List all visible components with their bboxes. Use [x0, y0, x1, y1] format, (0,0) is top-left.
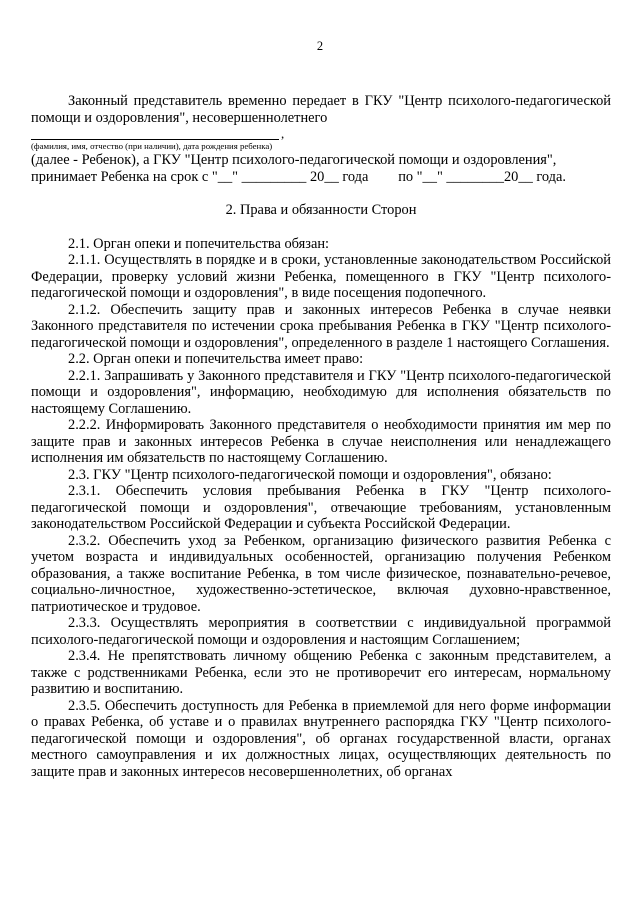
- term-to: по "__" ________20__ года.: [398, 168, 566, 185]
- clause-2-3: 2.3. ГКУ "Центр психолого-педагогической помощи и оздоровления", обязано:: [68, 466, 552, 483]
- document-body: [31, 93, 611, 780]
- term-line: [31, 169, 566, 186]
- clause-2-2-1: 2.2.1. Запрашивать у Законного представителя и ГКУ "Центр психолого-педагогической помощи и оздоровления", информацию, необходимую для исполнения обязательств по настоящему Соглашению.: [31, 367, 611, 417]
- clause-2-1: 2.1. Орган опеки и попечительства обязан:: [68, 235, 330, 252]
- fill-line-comma: ,: [281, 126, 285, 141]
- intro-paragraph: Законный представитель временно передает в ГКУ "Центр психолого-педагогической помощи и оздоровления", несовершеннолетнего: [31, 93, 611, 126]
- clause-2-3-4: 2.3.4. Не препятствовать личному общению Ребенка с законным представителем, а также с родственниками Ребенка, если это не противоречит его интересам, нормальному развитию и воспитанию.: [31, 648, 611, 697]
- clause-2-2: 2.2. Орган опеки и попечительства имеет право:: [68, 351, 364, 367]
- clause-2-2-2: 2.2.2. Информировать Законного представителя о необходимости принятия им мер по защите прав и законных интересов Ребенка в случае неисполнения или ненадлежащего исполнения им обязательств по настоящему Соглашению.: [31, 417, 611, 466]
- clause-2-3-3: 2.3.3. Осуществлять мероприятия в соответствии с индивидуальной программой психолого-педагогической помощи и оздоровления и настоящим Соглашением;: [31, 615, 611, 648]
- clause-2-3-2: 2.3.2. Обеспечить уход за Ребенком, организацию физического развития Ребенка с учетом возраста и индивидуальных особенностей, организацию получения Ребенком образования, а также воспитание Ребенка, в том числе физическое, познавательно-речевое, социально-личностное, художественно-эстетическое, включая духовно-нравственное, патриотическое и трудовое.: [31, 532, 611, 615]
- term-from: принимает Ребенка на срок с "__" _________ 20__ года: [31, 168, 369, 185]
- blank-underline: [31, 139, 279, 140]
- clause-2-1-1: 2.1.1. Осуществлять в порядке и в сроки, установленные законодательством Российской Федерации, проверку условий жизни Ребенка, помещенного в ГКУ "Центр психолого-педагогической помощи и оздоровления", в виде посещения подопечного.: [31, 252, 611, 301]
- clause-list: [31, 236, 611, 781]
- section-title: 2. Права и обязанности Сторон: [225, 202, 417, 218]
- child-name-fill-line: [31, 126, 611, 139]
- field-caption: (фамилия, имя, отчество (при наличии), дата рождения ребенка): [31, 141, 273, 151]
- clause-2-1-2: 2.1.2. Обеспечить защиту прав и законных интересов Ребенка в случае неявки Законного представителя по истечении срока пребывания Ребенка в ГКУ "Центр психолого-педагогической помощи и оздоровления", определенного в разделе 1 настоящего Соглашения.: [31, 301, 611, 351]
- clause-2-3-1: 2.3.1. Обеспечить условия пребывания Ребенка в ГКУ "Центр психолого-педагогической помощи и оздоровления", отвечающие требованиям, установленным законодательством Российской Федерации и субъекта Российской Федерации.: [31, 483, 611, 532]
- intro-continuation: (далее - Ребенок), а ГКУ "Центр психолого-педагогической помощи и оздоровления",: [31, 152, 557, 168]
- page-number: 2: [316, 39, 324, 53]
- clause-2-3-5: 2.3.5. Обеспечить доступность для Ребенка в приемлемой для него форме информации о правах Ребенка, об уставе и о правилах внутреннего распорядка ГКУ "Центр психолого-педагогической помощи и оздоровления", об органах государственной власти, органах местного самоуправления и их должностных лицах, осуществляющих деятельность по защите прав и законных интересов несовершеннолетних, об органах: [31, 697, 611, 780]
